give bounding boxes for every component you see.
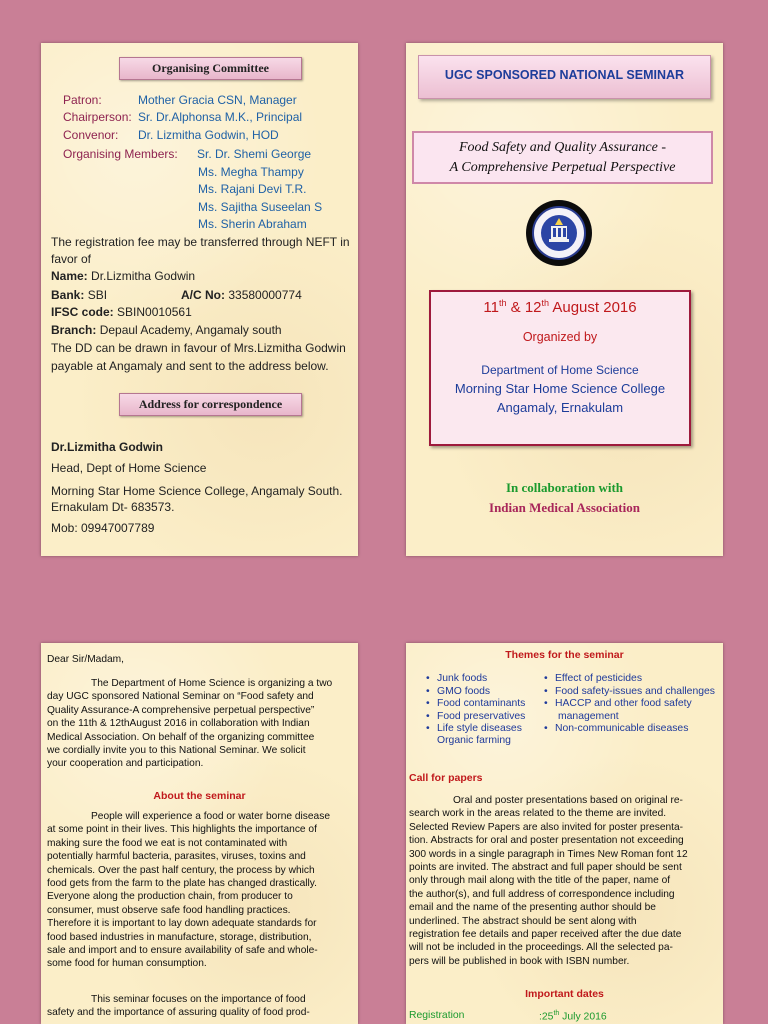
about-line: sale and import and to ensure availability of safe and whole-	[47, 945, 318, 957]
call-line: Selected Review Papers are also invited for poster presenta-	[409, 821, 684, 833]
theme-label: Effect of pesticides	[555, 673, 643, 684]
college-emblem-icon	[524, 198, 594, 268]
theme-label: Food safety-issues and challenges	[555, 686, 715, 697]
reg-date-day: :25	[539, 1011, 554, 1023]
reg-ifsc-label: IFSC code:	[51, 305, 114, 319]
registration-date-value	[539, 1010, 607, 1022]
date-day-1: 11	[483, 299, 499, 316]
call-line: will not be included in the proceedings. All the selected pa-	[409, 942, 673, 954]
committee-heading: Organising Committee	[119, 57, 302, 80]
reg-branch-value: Depaul Academy, Angamaly south	[99, 323, 282, 337]
theme-item	[437, 735, 511, 748]
call-line: 300 words in a single paragraph in Times New Roman font 12	[409, 848, 688, 860]
reg-dd-2: payable at Angamaly and sent to the address below.	[51, 359, 329, 373]
about-line: chemicals. Over the past half century, the process by which	[47, 864, 315, 876]
date-sup-1: th	[498, 298, 507, 308]
title-box	[412, 131, 713, 184]
patron-label: Patron:	[63, 93, 102, 107]
bullet-icon: •	[426, 673, 430, 684]
intro-paragraph	[47, 677, 351, 771]
date-month-year: August 2016	[549, 299, 637, 316]
about-line: food based industries in manufacture, storage, distribution,	[47, 931, 312, 943]
theme-label: Organic farming	[437, 735, 511, 746]
about-line: some food for human consumption.	[47, 958, 207, 970]
call-line: email and the name of the presenting author should be	[409, 902, 656, 914]
member-3: Ms. Rajani Devi T.R.	[198, 182, 307, 196]
reg-ac-label: A/C No:	[181, 288, 225, 302]
theme-label: Life style diseases	[437, 723, 522, 734]
theme-label: Junk foods	[437, 673, 488, 684]
theme-label: Food preservatives	[437, 711, 526, 722]
reg-line-2: favor of	[51, 252, 92, 266]
themes-heading: Themes for the seminar	[505, 649, 624, 661]
reg-ifsc	[51, 305, 192, 319]
about-line: Therefore it is important to lay down adequate standards for	[47, 918, 317, 930]
organized-by: Organized by	[522, 330, 598, 344]
reg-dd-1: The DD can be drawn in favour of Mrs.Lizmitha Godwin	[51, 341, 346, 355]
letter-panel	[41, 643, 358, 1024]
reg-name	[51, 269, 195, 283]
focus-paragraph	[47, 993, 351, 1020]
theme-item	[426, 723, 522, 736]
collab-text: In collaboration with	[505, 480, 623, 495]
dates-heading: Important dates	[525, 988, 604, 1000]
event-date	[431, 298, 689, 316]
address-line-1: Head, Dept of Home Science	[51, 461, 207, 475]
about-line: food gets from the farm to the plate has changed drastically.	[47, 878, 317, 890]
address-mob: Mob: 09947007789	[51, 521, 155, 535]
department: Department of Home Science	[481, 363, 639, 377]
intro-line: The Department of Home Science is organizing a two	[91, 678, 333, 689]
association-name: Indian Medical Association	[489, 500, 640, 515]
member-5: Ms. Sherin Abraham	[198, 217, 307, 231]
address-line-3: Ernakulam Dt- 683573.	[51, 500, 175, 514]
theme-label: HACCP and other food safety	[555, 698, 692, 709]
focus-line: This seminar focuses on the importance of food	[91, 994, 306, 1005]
theme-item	[544, 673, 642, 686]
theme-item	[544, 723, 688, 736]
registration-date-label: Registration	[409, 1010, 465, 1021]
bullet-icon: •	[426, 723, 430, 734]
theme-item	[426, 686, 490, 699]
college-name: Morning Star Home Science College	[454, 381, 666, 396]
call-line: pers will be published in book with ISBN number.	[409, 955, 630, 967]
themes-panel	[406, 643, 723, 1024]
about-line: making sure the food we eat is not contaminated with	[47, 837, 288, 849]
intro-line: Medical Association. On behalf of the organizing committee	[47, 731, 315, 743]
call-paragraph	[409, 794, 715, 968]
intro-line: day UGC sponsored National Seminar on “Food safety and	[47, 691, 314, 703]
convenor-value: Dr. Lizmitha Godwin, HOD	[138, 128, 279, 142]
theme-label: Non-communicable diseases	[555, 723, 689, 734]
theme-item	[426, 711, 525, 724]
cover-panel	[406, 43, 723, 556]
member-1: Sr. Dr. Shemi George	[197, 147, 312, 161]
call-line: only through mail along with the title of the paper, name of	[409, 875, 671, 887]
patron-value: Mother Gracia CSN, Manager	[138, 93, 297, 107]
bullet-icon: •	[544, 686, 548, 697]
banner-box	[418, 55, 711, 99]
bullet-icon: •	[544, 723, 548, 734]
greeting: Dear Sir/Madam,	[47, 654, 124, 665]
member-4: Ms. Sajitha Suseelan S	[198, 200, 323, 214]
call-line: tion. Abstracts for oral and poster presentation not exceeding	[409, 835, 684, 847]
theme-item	[426, 698, 525, 711]
theme-item	[544, 686, 715, 699]
member-2: Ms. Megha Thampy	[198, 165, 304, 179]
call-line: the author(s), and full address of correspondence including	[409, 888, 675, 900]
call-heading: Call for papers	[409, 772, 483, 784]
focus-line: safety and the importance of assuring quality of food prod-	[47, 1007, 310, 1019]
bullet-icon: •	[426, 698, 430, 709]
call-line: registration fee details and paper received after the due date	[409, 929, 682, 941]
reg-ifsc-value: SBIN0010561	[117, 305, 192, 319]
bullet-icon: •	[544, 698, 548, 709]
intro-line: Quality Assurance-A comprehensive perpetual perspective”	[47, 704, 315, 716]
reg-ac-value: 33580000774	[228, 288, 302, 302]
about-paragraph	[47, 810, 351, 971]
reg-bank-value: SBI	[87, 288, 108, 302]
reg-branch	[51, 323, 282, 337]
call-line: Oral and poster presentations based on original re-	[453, 795, 683, 806]
college-place: Angamaly, Ernakulam	[496, 400, 624, 415]
theme-item	[544, 698, 692, 711]
call-line: points are invited. The abstract and full paper should be sent	[409, 862, 682, 874]
call-line: search work in the areas related to the theme are invited.	[409, 808, 667, 820]
about-line: People will experience a food or water borne disease	[91, 811, 330, 822]
date-sup-2: th	[541, 298, 550, 308]
call-line: underlined. The abstract should be sent along with	[409, 915, 637, 927]
theme-item-continued: management	[558, 711, 619, 722]
reg-bank-label: Bank:	[51, 288, 85, 302]
date-day-2: & 12	[506, 299, 542, 316]
theme-label: Food contaminants	[437, 698, 526, 709]
intro-line: on the 11th & 12thAugust 2016 in collaboration with Indian	[47, 718, 310, 730]
about-line: consumer, must observe safe food handling practices.	[47, 904, 291, 916]
chair-value: Sr. Dr.Alphonsa M.K., Principal	[138, 110, 303, 124]
convenor-label: Convenor:	[63, 128, 119, 142]
reg-date-sup: th	[553, 1010, 560, 1017]
members-label: Organising Members:	[63, 147, 178, 161]
committee-panel	[41, 43, 358, 556]
about-line: potentially harmful bacteria, parasites, viruses, toxins and	[47, 851, 306, 863]
title-line-2: A Comprehensive Perpetual Perspective	[449, 160, 676, 175]
event-info-box	[429, 290, 691, 446]
about-heading: About the seminar	[153, 790, 246, 802]
reg-date-month: July 2016	[559, 1011, 607, 1023]
address-heading: Address for correspondence	[119, 393, 302, 416]
address-line-2: Morning Star Home Science College, Angamaly South.	[51, 484, 343, 498]
about-line: at some point in their lives. This highlights the importance of	[47, 824, 317, 836]
theme-label: GMO foods	[437, 686, 491, 697]
reg-line-1: The registration fee may be transferred through NEFT in	[51, 235, 350, 249]
about-line: Everyone along the production chain, from producer to	[47, 891, 293, 903]
title-line-1: Food Safety and Quality Assurance -	[459, 140, 666, 155]
bullet-icon: •	[426, 686, 430, 697]
theme-item	[426, 673, 487, 686]
reg-account	[181, 288, 302, 302]
intro-line: we cordially invite you to this National Seminar. We solicit	[47, 745, 306, 757]
address-name: Dr.Lizmitha Godwin	[51, 440, 164, 454]
bullet-icon: •	[426, 711, 430, 722]
bullet-icon: •	[544, 673, 548, 684]
reg-name-label: Name:	[51, 269, 88, 283]
chair-label: Chairperson:	[63, 110, 132, 124]
intro-line: your cooperation and participation.	[47, 758, 204, 770]
banner-text: UGC SPONSORED NATIONAL SEMINAR	[444, 68, 685, 82]
reg-branch-label: Branch:	[51, 323, 97, 337]
reg-name-value: Dr.Lizmitha Godwin	[91, 269, 196, 283]
reg-bank	[51, 288, 107, 302]
